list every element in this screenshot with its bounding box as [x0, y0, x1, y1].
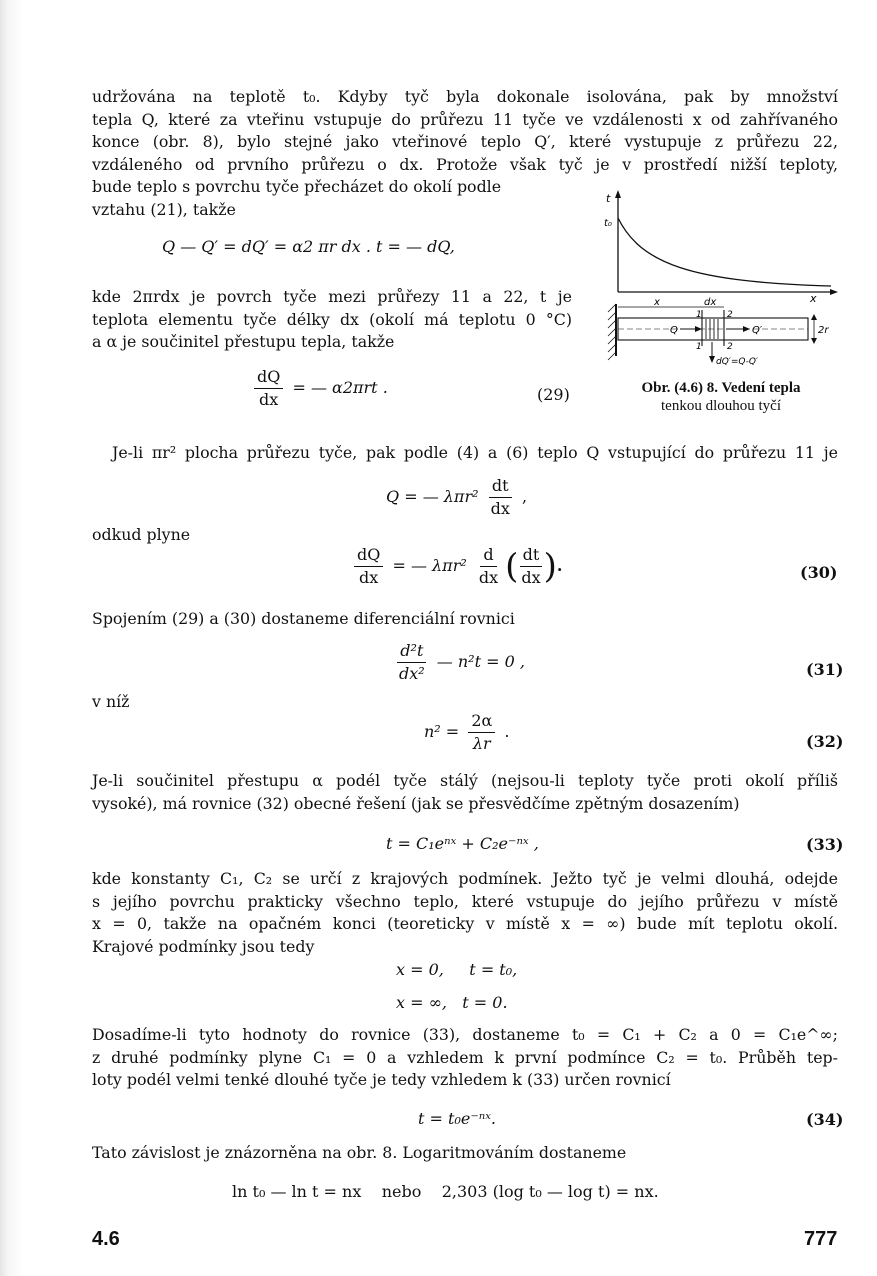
figure-caption-line-1: Obr. (4.6) 8. Vedení tepla — [641, 380, 801, 396]
page-number: 777 — [804, 1228, 838, 1250]
eq-q2-den: dx — [490, 499, 510, 518]
boundary-condition-2: x = ∞, t = 0. — [396, 993, 508, 1012]
text-line: udržována na teplotě t₀. Kdyby tyč byla dokonale isolována, pak by množství — [92, 87, 838, 106]
text-line: Je-li součinitel přestupu α podél tyče stálý (nejsou-li teploty tyče proti okolí příliš — [92, 771, 838, 790]
equation-34: t = t₀e⁻ⁿˣ. — [418, 1109, 497, 1128]
text-odkud: odkud plyne — [92, 525, 191, 544]
text-line: teplota elementu tyče délky dx (okolí má teplotu 0 °C) — [92, 309, 572, 329]
text-line: a α je součinitel přestupu tepla, takže — [92, 332, 395, 351]
figure-label-dQ: dQ′=Q-Q′ — [716, 357, 759, 367]
equation-number-29: (29) — [537, 385, 570, 404]
equation-33: t = C₁eⁿˣ + C₂e⁻ⁿˣ , — [386, 834, 539, 853]
eq30-d-den: dx — [478, 568, 499, 587]
figure-label-x: x — [654, 297, 660, 308]
figure-dq-arrow-icon — [709, 356, 715, 363]
text-line: Dosadíme-li tyto hodnoty do rovnice (33), dostaneme t₀ = C₁ + C₂ a 0 = C₁e^∞; — [92, 1025, 838, 1044]
eq29-rhs: = — α2πrt . — [292, 378, 388, 397]
equation-log: ln t₀ — ln t = nx nebo 2,303 (log t₀ — log t) = nx. — [232, 1182, 659, 1201]
paragraph-8: Tato závislost je znázorněna na obr. 8. Logaritmováním dostaneme — [92, 1143, 627, 1162]
text-line: Krajové podmínky jsou tedy — [92, 936, 315, 956]
equation-number-31: (31) — [806, 660, 844, 679]
text-line: vysoké), má rovnice (32) obecné řešení (jak se přesvědčíme zpětným dosazením) — [92, 793, 740, 813]
text-line: kde 2πrdx je povrch tyče mezi průřezy 11 a 22, t je — [92, 287, 572, 306]
paragraph-3 — [112, 442, 838, 465]
figure-heat-conduction — [596, 186, 846, 376]
figure-2r-arrow-up-icon — [811, 314, 817, 320]
figure-t-axis-arrow-icon — [615, 190, 621, 198]
paragraph-4: Spojením (29) a (30) dostaneme diferenciální rovnici — [92, 609, 515, 628]
text-line: bude teplo s povrchu tyče přecházet do okolí podle — [92, 177, 502, 196]
equation-32 — [424, 712, 509, 753]
equation-31 — [392, 642, 525, 683]
figure-2r-arrow-down-icon — [811, 338, 817, 344]
eq32-den: λr — [472, 734, 491, 753]
figure-label-1-top: 1 — [696, 310, 702, 320]
figure-caption-line-2: tenkou dlouhou tyčí — [661, 398, 781, 414]
equation-30: $\frac{dQ}{dx}$ = — λπr² $\frac{d}{dx}$ ( $\frac{dt}{dx}$ ). — [350, 546, 562, 587]
text-line: z druhé podmínky plyne C₁ = 0 a vzhledem k první podmínce C₂ = t₀. Průběh tep- — [92, 1047, 838, 1067]
text-v-niz: v níž — [92, 692, 130, 711]
figure-label-2-top: 2 — [727, 310, 733, 320]
figure-label-x-axis: x — [810, 292, 817, 305]
eq30-d-num: d — [480, 546, 496, 567]
text-line: vzdáleného od prvního průřezu o dx. Protože však tyč je v prostředí nižší teploty, — [92, 154, 838, 174]
eq-q2-tail: , — [521, 487, 528, 506]
figure-label-t: t — [606, 192, 611, 205]
figure-label-1-bottom: 1 — [696, 342, 702, 352]
figure-wall-hatch — [608, 304, 616, 360]
eq29-num: dQ — [254, 368, 283, 389]
eq31-rhs: — n²t = 0 , — [436, 652, 525, 671]
eq30-in-num: dt — [520, 546, 543, 567]
text-line: vztahu (21), takže — [92, 199, 236, 219]
text-line: kde konstanty C₁, C₂ se určí z krajových podmínek. Ježto tyč je velmi dlouhá, odejde — [92, 869, 838, 888]
figure-decay-curve — [618, 218, 831, 286]
eq32-lhs: n² = — [424, 722, 460, 741]
figure-label-t0: t₀ — [604, 218, 612, 229]
paragraph-7 — [92, 1024, 838, 1092]
eq31-num: d²t — [397, 642, 426, 663]
paragraph-6 — [92, 868, 838, 958]
figure-label-Q: Q — [670, 325, 678, 336]
eq30-num: dQ — [354, 546, 383, 567]
text-line: loty podél velmi tenké dlouhé tyče je tedy vzhledem k (33) určen rovnicí — [92, 1070, 671, 1089]
equation-number-30: (30) — [800, 563, 838, 582]
equation-number-32: (32) — [806, 732, 844, 751]
figure-label-2r: 2r — [818, 325, 829, 336]
figure-qprime-arrow-icon — [743, 326, 750, 332]
eq30-den: dx — [359, 568, 379, 587]
eq29-den: dx — [259, 390, 279, 409]
eq-q2-lhs: Q = — λπr² — [386, 487, 479, 506]
text-line: x = 0, takže na opačném konci (teoreticky v místě x = ∞) bude mít teplotu okolí. — [92, 914, 838, 933]
figure-label-Qprime: Q′ — [752, 325, 763, 336]
eq32-num: 2α — [468, 712, 495, 733]
eq30-tail: . — [556, 556, 563, 575]
figure-label-2-bottom: 2 — [727, 342, 733, 352]
figure-x-axis-arrow-icon — [830, 289, 838, 295]
eq30-in-den: dx — [521, 568, 541, 587]
equation-29 — [250, 368, 388, 409]
eq-q2-num: dt — [489, 477, 512, 498]
text-line: s jejího povrchu prakticky všechno teplo, které vstupuje do jejího průřezu v místě — [92, 891, 838, 911]
eq30-mid: = — λπr² — [392, 556, 467, 575]
equation-number-33: (33) — [806, 835, 844, 854]
figure-label-dx: dx — [704, 297, 717, 308]
equation-fourier-law — [386, 477, 527, 518]
figure-caption — [598, 379, 844, 415]
paragraph-2 — [92, 286, 572, 354]
text-line: tepla Q, které za vteřinu vstupuje do průřezu 11 tyče ve vzdálenosti x od zahřívaného — [92, 109, 838, 129]
equation-heat-loss: Q — Q′ = dQ′ = α2 πr dx . t = — dQ, — [162, 237, 455, 256]
text-line: konce (obr. 8), bylo stejné jako vteřinové teplo Q′, které vystupuje z průřezu 22, — [92, 132, 838, 151]
eq31-den: dx² — [399, 664, 425, 683]
eq32-tail: . — [504, 722, 510, 741]
figure-q-arrow-icon — [695, 326, 702, 332]
section-number: 4.6 — [92, 1228, 120, 1250]
paragraph-5 — [92, 770, 838, 815]
equation-number-34: (34) — [806, 1110, 844, 1129]
text-line: Je-li πr² plocha průřezu tyče, pak podle (4) a (6) teplo Q vstupující do průřezu 11 je — [112, 443, 838, 462]
boundary-condition-1: x = 0, t = t₀, — [396, 960, 518, 979]
